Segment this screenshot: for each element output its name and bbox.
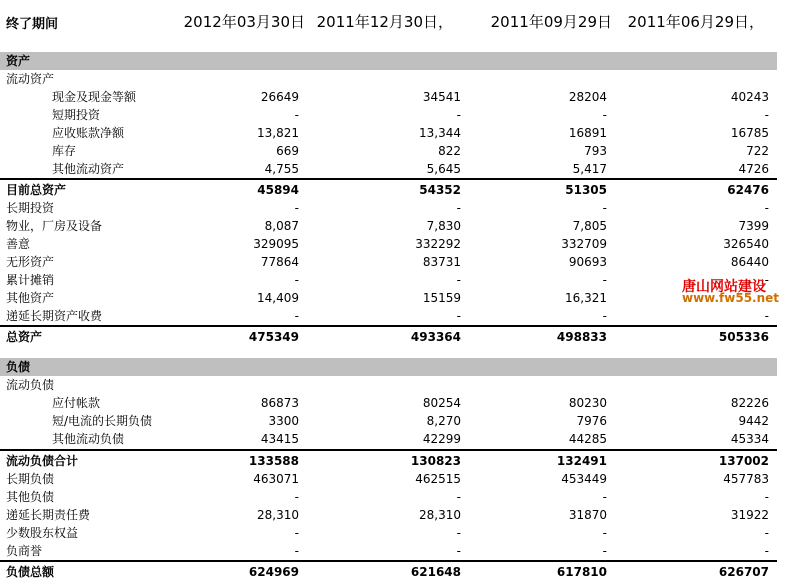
value-cell: 722 — [746, 144, 769, 158]
section-header — [0, 52, 777, 70]
date-column-2: 2011年12月30日， — [316, 13, 453, 31]
value-cell: - — [294, 490, 299, 504]
period-label: 终了期间 — [6, 17, 59, 32]
row-label: 善意 — [6, 237, 31, 251]
value-cell: 45334 — [730, 432, 769, 446]
table-row — [0, 488, 787, 506]
value-cell: 82226 — [730, 396, 769, 410]
row-label: 短/电流的长期负债 — [52, 414, 153, 428]
value-cell: - — [294, 108, 299, 122]
value-cell: 493364 — [410, 330, 461, 344]
value-cell: - — [456, 526, 461, 540]
row-label: 累计摊销 — [6, 273, 55, 287]
watermark-url: www.fw55.net — [682, 291, 780, 305]
period-header — [0, 0, 787, 44]
value-cell: - — [456, 201, 461, 215]
value-cell: - — [602, 490, 607, 504]
row-label: 长期负债 — [6, 472, 55, 486]
total-row — [0, 328, 787, 346]
value-cell: 132491 — [556, 454, 607, 468]
value-cell: - — [294, 201, 299, 215]
total-separator-line — [0, 325, 777, 327]
value-cell: 86440 — [730, 255, 769, 269]
table-row — [0, 376, 787, 394]
value-cell: 40243 — [730, 90, 769, 104]
value-cell: 621648 — [410, 565, 461, 579]
value-cell: - — [602, 108, 607, 122]
row-label: 其他负债 — [6, 490, 55, 504]
value-cell: 80230 — [568, 396, 607, 410]
value-cell: - — [456, 544, 461, 558]
table-row — [0, 124, 787, 142]
table-row — [0, 199, 787, 217]
value-cell: - — [456, 309, 461, 323]
value-cell: 13,821 — [257, 126, 299, 140]
value-cell: 31870 — [568, 508, 607, 522]
value-cell: 462515 — [415, 472, 461, 486]
value-cell: - — [456, 108, 461, 122]
row-label: 递延长期责任费 — [6, 508, 91, 522]
row-label: 其他资产 — [6, 291, 55, 305]
value-cell: - — [764, 201, 769, 215]
total-row — [0, 452, 787, 470]
value-cell: - — [456, 490, 461, 504]
row-label: 资产 — [6, 54, 31, 68]
total-separator-line — [0, 449, 777, 451]
date-column-3: 2011年09月29日 — [490, 13, 612, 31]
date-column-1: 2012年03月30日 — [183, 13, 305, 31]
value-cell: 45894 — [257, 183, 299, 197]
value-cell: - — [764, 108, 769, 122]
value-cell: 475349 — [248, 330, 299, 344]
value-cell: - — [602, 201, 607, 215]
table-row — [0, 470, 787, 488]
table-row — [0, 307, 787, 325]
value-cell: - — [764, 273, 769, 287]
value-cell: 34541 — [422, 90, 461, 104]
value-cell: 28,310 — [257, 508, 299, 522]
row-label: 短期投资 — [52, 108, 101, 122]
value-cell: 77864 — [260, 255, 299, 269]
value-cell: 44285 — [568, 432, 607, 446]
row-label: 物业，厂房及设备 — [6, 219, 103, 233]
table-row — [0, 253, 787, 271]
value-cell: 7,830 — [426, 219, 461, 233]
value-cell: 332709 — [561, 237, 607, 251]
row-label: 负商誉 — [6, 544, 43, 558]
table-row — [0, 160, 787, 178]
value-cell: - — [764, 309, 769, 323]
row-label: 流动负债合计 — [6, 454, 79, 468]
row-label: 库存 — [52, 144, 77, 158]
value-cell: 329095 — [253, 237, 299, 251]
value-cell: 498833 — [556, 330, 607, 344]
value-cell: 5,645 — [426, 162, 461, 176]
table-row — [0, 142, 787, 160]
row-label: 现金及现金等额 — [52, 90, 137, 104]
value-cell: 7399 — [738, 219, 769, 233]
table-row — [0, 106, 787, 124]
table-row — [0, 394, 787, 412]
value-cell: 83731 — [422, 255, 461, 269]
value-cell: - — [602, 544, 607, 558]
value-cell: - — [764, 544, 769, 558]
value-cell: 617810 — [556, 565, 607, 579]
value-cell: 463071 — [253, 472, 299, 486]
row-label: 应收账款净额 — [52, 126, 125, 140]
value-cell: 822 — [438, 144, 461, 158]
value-cell: - — [294, 273, 299, 287]
total-separator-line — [0, 178, 777, 180]
value-cell: 326540 — [723, 237, 769, 251]
value-cell: 15159 — [422, 291, 461, 305]
value-cell: 4,755 — [264, 162, 299, 176]
value-cell: 86873 — [260, 396, 299, 410]
value-cell: 7976 — [576, 414, 607, 428]
value-cell: - — [764, 526, 769, 540]
row-label: 递延长期资产收费 — [6, 309, 103, 323]
date-column-4: 2011年06月29日， — [627, 13, 764, 31]
table-row — [0, 235, 787, 253]
row-label: 少数股东权益 — [6, 526, 79, 540]
value-cell: 624969 — [248, 565, 299, 579]
value-cell: 13,344 — [419, 126, 461, 140]
value-cell: 137002 — [718, 454, 769, 468]
value-cell: 332292 — [415, 237, 461, 251]
value-cell: 7,805 — [572, 219, 607, 233]
section-header — [0, 358, 777, 376]
value-cell: 5,417 — [572, 162, 607, 176]
value-cell: 90693 — [568, 255, 607, 269]
value-cell: 669 — [276, 144, 299, 158]
value-cell: 54352 — [419, 183, 461, 197]
table-row — [0, 70, 787, 88]
table-row — [0, 289, 787, 307]
table-row — [0, 217, 787, 235]
watermark-title: 唐山网站建设 — [682, 279, 766, 295]
total-row — [0, 563, 787, 581]
value-cell: 31922 — [730, 508, 769, 522]
value-cell: 133588 — [248, 454, 299, 468]
table-row — [0, 88, 787, 106]
row-label: 负债 — [6, 360, 31, 374]
value-cell: 43415 — [260, 432, 299, 446]
total-separator-line — [0, 560, 777, 562]
table-row — [0, 506, 787, 524]
table-row — [0, 524, 787, 542]
value-cell: 16891 — [568, 126, 607, 140]
value-cell: 626707 — [718, 565, 769, 579]
total-row — [0, 181, 787, 199]
value-cell: 26649 — [260, 90, 299, 104]
value-cell: - — [602, 309, 607, 323]
value-cell: 28204 — [568, 90, 607, 104]
value-cell: 130823 — [410, 454, 461, 468]
value-cell: 9442 — [738, 414, 769, 428]
row-label: 总资产 — [6, 330, 43, 344]
row-label: 长期投资 — [6, 201, 55, 215]
value-cell: 80254 — [422, 396, 461, 410]
table-row — [0, 412, 787, 430]
value-cell: 4726 — [738, 162, 769, 176]
value-cell: 457783 — [723, 472, 769, 486]
row-label: 流动负债 — [6, 378, 55, 392]
value-cell: - — [294, 309, 299, 323]
value-cell: - — [602, 526, 607, 540]
value-cell: 16785 — [730, 126, 769, 140]
row-label: 负债总额 — [6, 565, 55, 579]
value-cell: 8,270 — [426, 414, 461, 428]
row-label: 应付帐款 — [52, 396, 101, 410]
row-label: 目前总资产 — [6, 183, 67, 197]
row-label: 其他流动资产 — [52, 162, 125, 176]
value-cell: - — [294, 544, 299, 558]
value-cell: - — [456, 273, 461, 287]
value-cell: - — [764, 490, 769, 504]
value-cell: 453449 — [561, 472, 607, 486]
table-row — [0, 430, 787, 448]
value-cell: 3300 — [268, 414, 299, 428]
row-label: 其他流动负债 — [52, 432, 125, 446]
row-label: 流动资产 — [6, 72, 55, 86]
value-cell: 8,087 — [264, 219, 299, 233]
value-cell: 28,310 — [419, 508, 461, 522]
value-cell: 14,409 — [257, 291, 299, 305]
value-cell: - — [294, 526, 299, 540]
table-row — [0, 271, 787, 289]
value-cell: 42299 — [422, 432, 461, 446]
value-cell: 505336 — [718, 330, 769, 344]
row-label: 无形资产 — [6, 255, 55, 269]
value-cell: - — [602, 273, 607, 287]
value-cell: 51305 — [565, 183, 607, 197]
value-cell: 793 — [584, 144, 607, 158]
table-row — [0, 542, 787, 560]
value-cell: 62476 — [727, 183, 769, 197]
value-cell: 16,321 — [565, 291, 607, 305]
